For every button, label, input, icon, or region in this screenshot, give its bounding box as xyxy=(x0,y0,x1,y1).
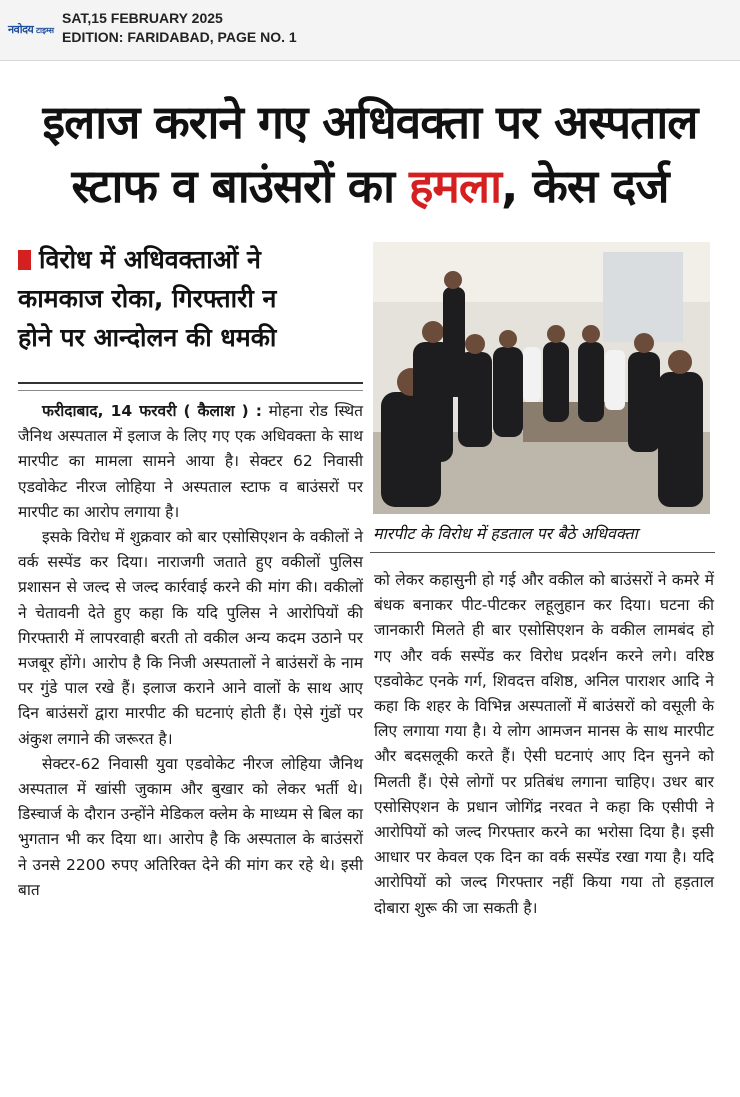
subhead-divider xyxy=(18,382,363,384)
edition-date: SAT,15 FEBRUARY 2025 xyxy=(62,10,223,26)
protest-photo-illustration xyxy=(373,242,710,514)
article-dateline: फरीदाबाद, 14 फरवरी ( कैलाश ) : xyxy=(42,402,262,420)
subheadline xyxy=(18,240,368,357)
article-column-right xyxy=(374,568,714,921)
masthead-bar xyxy=(0,0,740,61)
article-column-left xyxy=(18,399,363,903)
subhead-line-3: होने पर आन्दोलन की धमकी xyxy=(18,323,277,352)
column-top-border xyxy=(18,390,363,391)
article-paragraph-1 xyxy=(18,399,363,525)
headline-line-2-start: स्टाफ व बाउंसरों का xyxy=(71,159,409,213)
news-photo xyxy=(373,242,710,514)
headline-line-2 xyxy=(0,154,740,218)
edition-info xyxy=(62,9,297,47)
newspaper-logo xyxy=(8,22,54,38)
article-paragraph-4: को लेकर कहासुनी हो गई और वकील को बाउंसरों ने कमरे में बंधक बनाकर पीट-पीटकर लहूलुहान कर दिया। घटना की जानकारी मिलते ही बार एसोसिएशन के वकील लामबंद हो गए और वर्क सस्पेंड कर विरोध प्रदर्शन करने लगे। वरिष्ठ एडवोकेट एनके गर्ग, शिवदत्त वशिष्ठ, अनिल पाराशर आदि ने कहा कि शहर के विभिन्न अस्पतालों में बाउंसरों को वसूली के लिए लगाया गया है। ये लोग आमजन मानस के साथ मारपीट और बदसलूकी करते हैं। ऐसी घटनाएं आए दिन सुनने को मिलती हैं। ऐसे लोगों पर प्रतिबंध लगाना चाहिए। उधर बार एसोसिएशन के प्रधान जोगिंद्र नरवत ने कहा कि एसीपी ने आरोपियों को जल्द गिरफ्तार करने का भरोसा दिया है। इसी आधार पर केवल एक दिन का वर्क सस्पेंड रखा गया है। यदि आरोपियों को जल्द गिरफ्तार नहीं किया गया तो हड़ताल दोबारा शुरू की जा सकती है। xyxy=(374,571,714,917)
article-paragraph-2: इसके विरोध में शुक्रवार को बार एसोसिएशन के वकीलों ने वर्क सस्पेंड कर दिया। नाराजगी जताते हुए वकीलों पुलिस प्रशासन से जल्द से जल्द कार्रवाई करने की मांग की। वकीलों ने चेतावनी देते हुए कहा कि यदि पुलिस ने आरोपियों की गिरफ्तारी में लापरवाही बरती तो वकील अन्य कदम उठाने पर मजबूर होंगे। आरोप है कि निजी अस्पतालों ने बाउंसरों के नाम पर गुंडे पाल रखे हैं। इलाज कराने आने वालों के साथ आए दिन बाउंसरों द्वारा मारपीट की घटनाएं होती हैं। ऐसे गुंडों पर अंकुश लगाने की जरूरत है। xyxy=(18,528,363,748)
photo-caption: मारपीट के विरोध में हडताल पर बैठे अधिवक्ता xyxy=(373,524,638,543)
paragraph-1-text: मोहना रोड स्थित जैनिथ अस्पताल में इलाज के लिए गए एक अधिवक्ता के साथ मारपीट का मामला सामने आया है। सेक्टर 62 निवासी एडवोकेट नीरज लोहिया ने अस्पताल स्टाफ व बाउंसरों पर मारपीट का आरोप लगाया है। xyxy=(18,402,364,521)
red-bullet-icon xyxy=(18,250,31,270)
headline-line-1: इलाज कराने गए अधिवक्ता पर अस्पताल xyxy=(42,95,698,149)
headline-line-2-end: , केस दर्ज xyxy=(501,159,669,213)
logo-text: नवोदय xyxy=(8,23,34,36)
headline xyxy=(0,90,740,218)
subhead-line-2: कामकाज रोका, गिरफ्तारी न xyxy=(18,284,277,313)
subhead-line-1: विरोध में अधिवक्ताओं ने xyxy=(39,245,261,274)
caption-divider xyxy=(370,552,715,553)
headline-highlight: हमला xyxy=(409,159,502,213)
edition-page: EDITION: FARIDABAD, PAGE NO. 1 xyxy=(62,29,297,45)
article-paragraph-3: सेक्टर-62 निवासी युवा एडवोकेट नीरज लोहिया जैनिथ अस्पताल में खांसी जुकाम और बुखार को लेकर भर्ती थे। डिस्चार्ज के दौरान उन्होंने मेडिकल क्लेम के माध्यम से बिल का भुगतान भी कर दिया था। आरोप है कि अस्पताल के बाउंसरों ने उनसे 2200 रुपए अतिरिक्त देने की मांग कर रहे थे। इसी बात xyxy=(18,754,363,899)
logo-subtext: टाइम्स xyxy=(36,26,55,35)
